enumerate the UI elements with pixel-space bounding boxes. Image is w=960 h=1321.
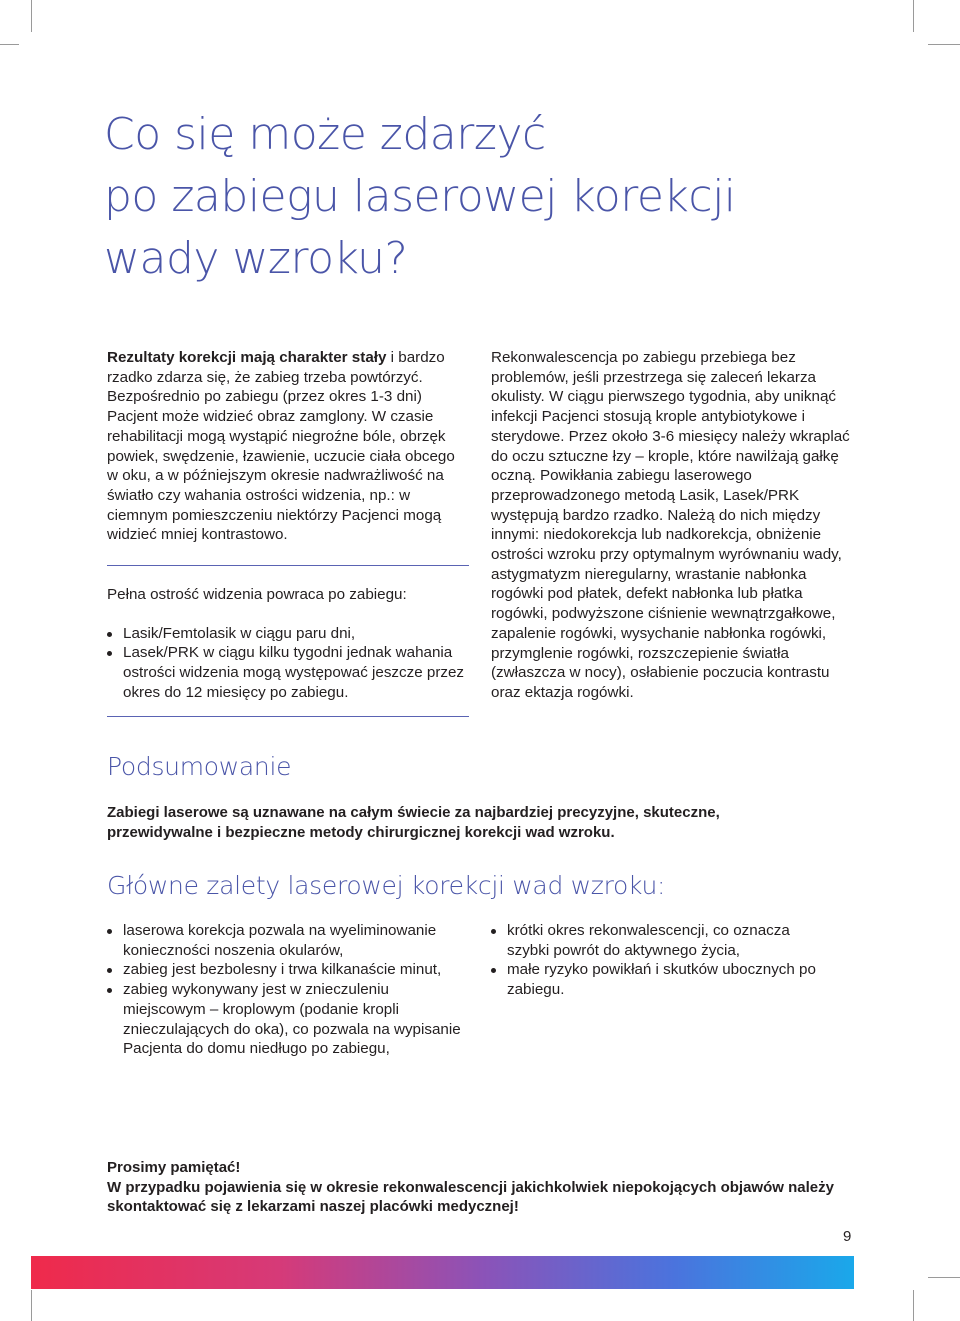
title-line: po zabiegu laserowej korekcji xyxy=(104,171,736,222)
crop-mark-bottom-right-h xyxy=(928,1277,960,1278)
crop-mark-top-right xyxy=(913,0,914,32)
divider-top xyxy=(107,565,469,566)
intro-paragraph xyxy=(107,348,469,545)
page-number: 9 xyxy=(843,1228,852,1245)
recovery-heading: Pełna ostrość widzenia powraca po zabiegu: xyxy=(107,586,407,603)
crop-mark-bottom-right xyxy=(913,1290,914,1321)
list-item: małe ryzyko powikłań i skutków ubocznych po zabiegu. xyxy=(491,960,821,999)
page-title xyxy=(104,104,736,290)
crop-mark-top-right-h xyxy=(928,44,960,45)
crop-mark-top-left-h xyxy=(0,44,19,45)
advantages-right xyxy=(491,921,821,1000)
advantages-list-right xyxy=(491,921,821,1000)
list-item: zabieg wykonywany jest w znieczuleniu miejscowym – kroplowym (podanie kropli znieczulających do oka), co pozwala na wypisanie Pacjenta do domu niedługo po zabiegu, xyxy=(107,980,469,1059)
intro-text: i bardzo rzadko zdarza się, że zabieg trzeba powtórzyć. Bezpośrednio po zabiegu (przez okres 1-3 dni) Pacjent może widzieć obraz zamglony. W czasie rehabilitacji mogą wystąpić niegroźne bóle, obrzęk powiek, swędzenie, łzawienie, uczucie ciała obcego w oku, a w późniejszym okresie nadwrażliwość na światło czy wahania ostrości widzenia, np.: w ciemnym pomieszczeniu niektórzy Pacjenci mogą widzieć mniej kontrastowo. xyxy=(107,349,455,544)
recovery-list xyxy=(107,624,469,703)
list-item: laserowa korekcja pozwala na wyeliminowanie konieczności noszenia okularów, xyxy=(107,921,469,960)
recovery-complications-text: Rekonwalescencja po zabiegu przebiega bez problemów, jeśli przestrzega się zaleceń lekarza okulisty. W ciągu pierwszego tygodnia, aby uniknąć infekcji Pacjenci stosują krople antybiotykowe i sterydowe. Przez około 3-6 miesięcy należy wkraplać do oczu sztuczne łzy – krople, które nawilżają gałkę oczną. Powikłania zabiegu laserowego przeprowadzonego metodą Lasik, Lasek/PRK występują bardzo rzadko. Należą do nich między innymi: niedokorekcja lub nadkorekcja, obniżenie ostrości wzroku przy optymalnym wyrównaniu wady, astygmatyzm nieregularny, wrastanie nabłonka rogówki pod płatek, defekt nabłonka lub płatka rogówki, podwyższone ciśnienie wewnątrzgałkowe, zapalenie rogówki, wysychanie nabłonka rogówki, przymglenie rogówki, rozszczepienie światła (zwłaszcza w nocy), osłabienie poczucia kontrastu oraz ektazja rogówki. xyxy=(491,349,850,701)
left-column xyxy=(107,348,469,545)
recovery-section xyxy=(107,585,469,703)
summary-heading: Podsumowanie xyxy=(107,752,292,781)
reminder-text: W przypadku pojawienia się w okresie rekonwalescencji jakichkolwiek niepokojących objawów należy skontaktować się z lekarzami naszej placówki medycznej! xyxy=(107,1178,834,1216)
title-line: wady wzroku? xyxy=(104,233,408,284)
advantages-list-left xyxy=(107,921,469,1059)
crop-mark-bottom-left xyxy=(31,1290,32,1321)
right-column xyxy=(491,348,861,703)
reminder-block xyxy=(107,1158,847,1217)
list-item: Lasek/PRK w ciągu kilku tygodni jednak wahania ostrości widzenia mogą występować jeszcze przez okres do 12 miesięcy po zabiegu. xyxy=(107,643,469,702)
divider-bottom xyxy=(107,716,469,717)
gradient-footer-bar xyxy=(31,1256,854,1289)
advantages-left xyxy=(107,921,469,1059)
reminder-title: Prosimy pamiętać! xyxy=(107,1159,241,1176)
summary-text: Zabiegi laserowe są uznawane na całym świecie za najbardziej precyzyjne, skuteczne, przewidywalne i bezpieczne metody chirurgicznej korekcji wad wzroku. xyxy=(107,804,720,841)
title-line: Co się może zdarzyć xyxy=(104,109,546,160)
advantages-heading: Główne zalety laserowej korekcji wad wzroku: xyxy=(107,871,666,900)
list-item: zabieg jest bezbolesny i trwa kilkanaście minut, xyxy=(107,960,469,980)
intro-bold: Rezultaty korekcji mają charakter stały xyxy=(107,349,387,366)
list-item: Lasik/Femtolasik w ciągu paru dni, xyxy=(107,624,469,644)
crop-mark-top-left xyxy=(31,0,32,32)
list-item: krótki okres rekonwalescencji, co oznacza szybki powrót do aktywnego życia, xyxy=(491,921,821,960)
